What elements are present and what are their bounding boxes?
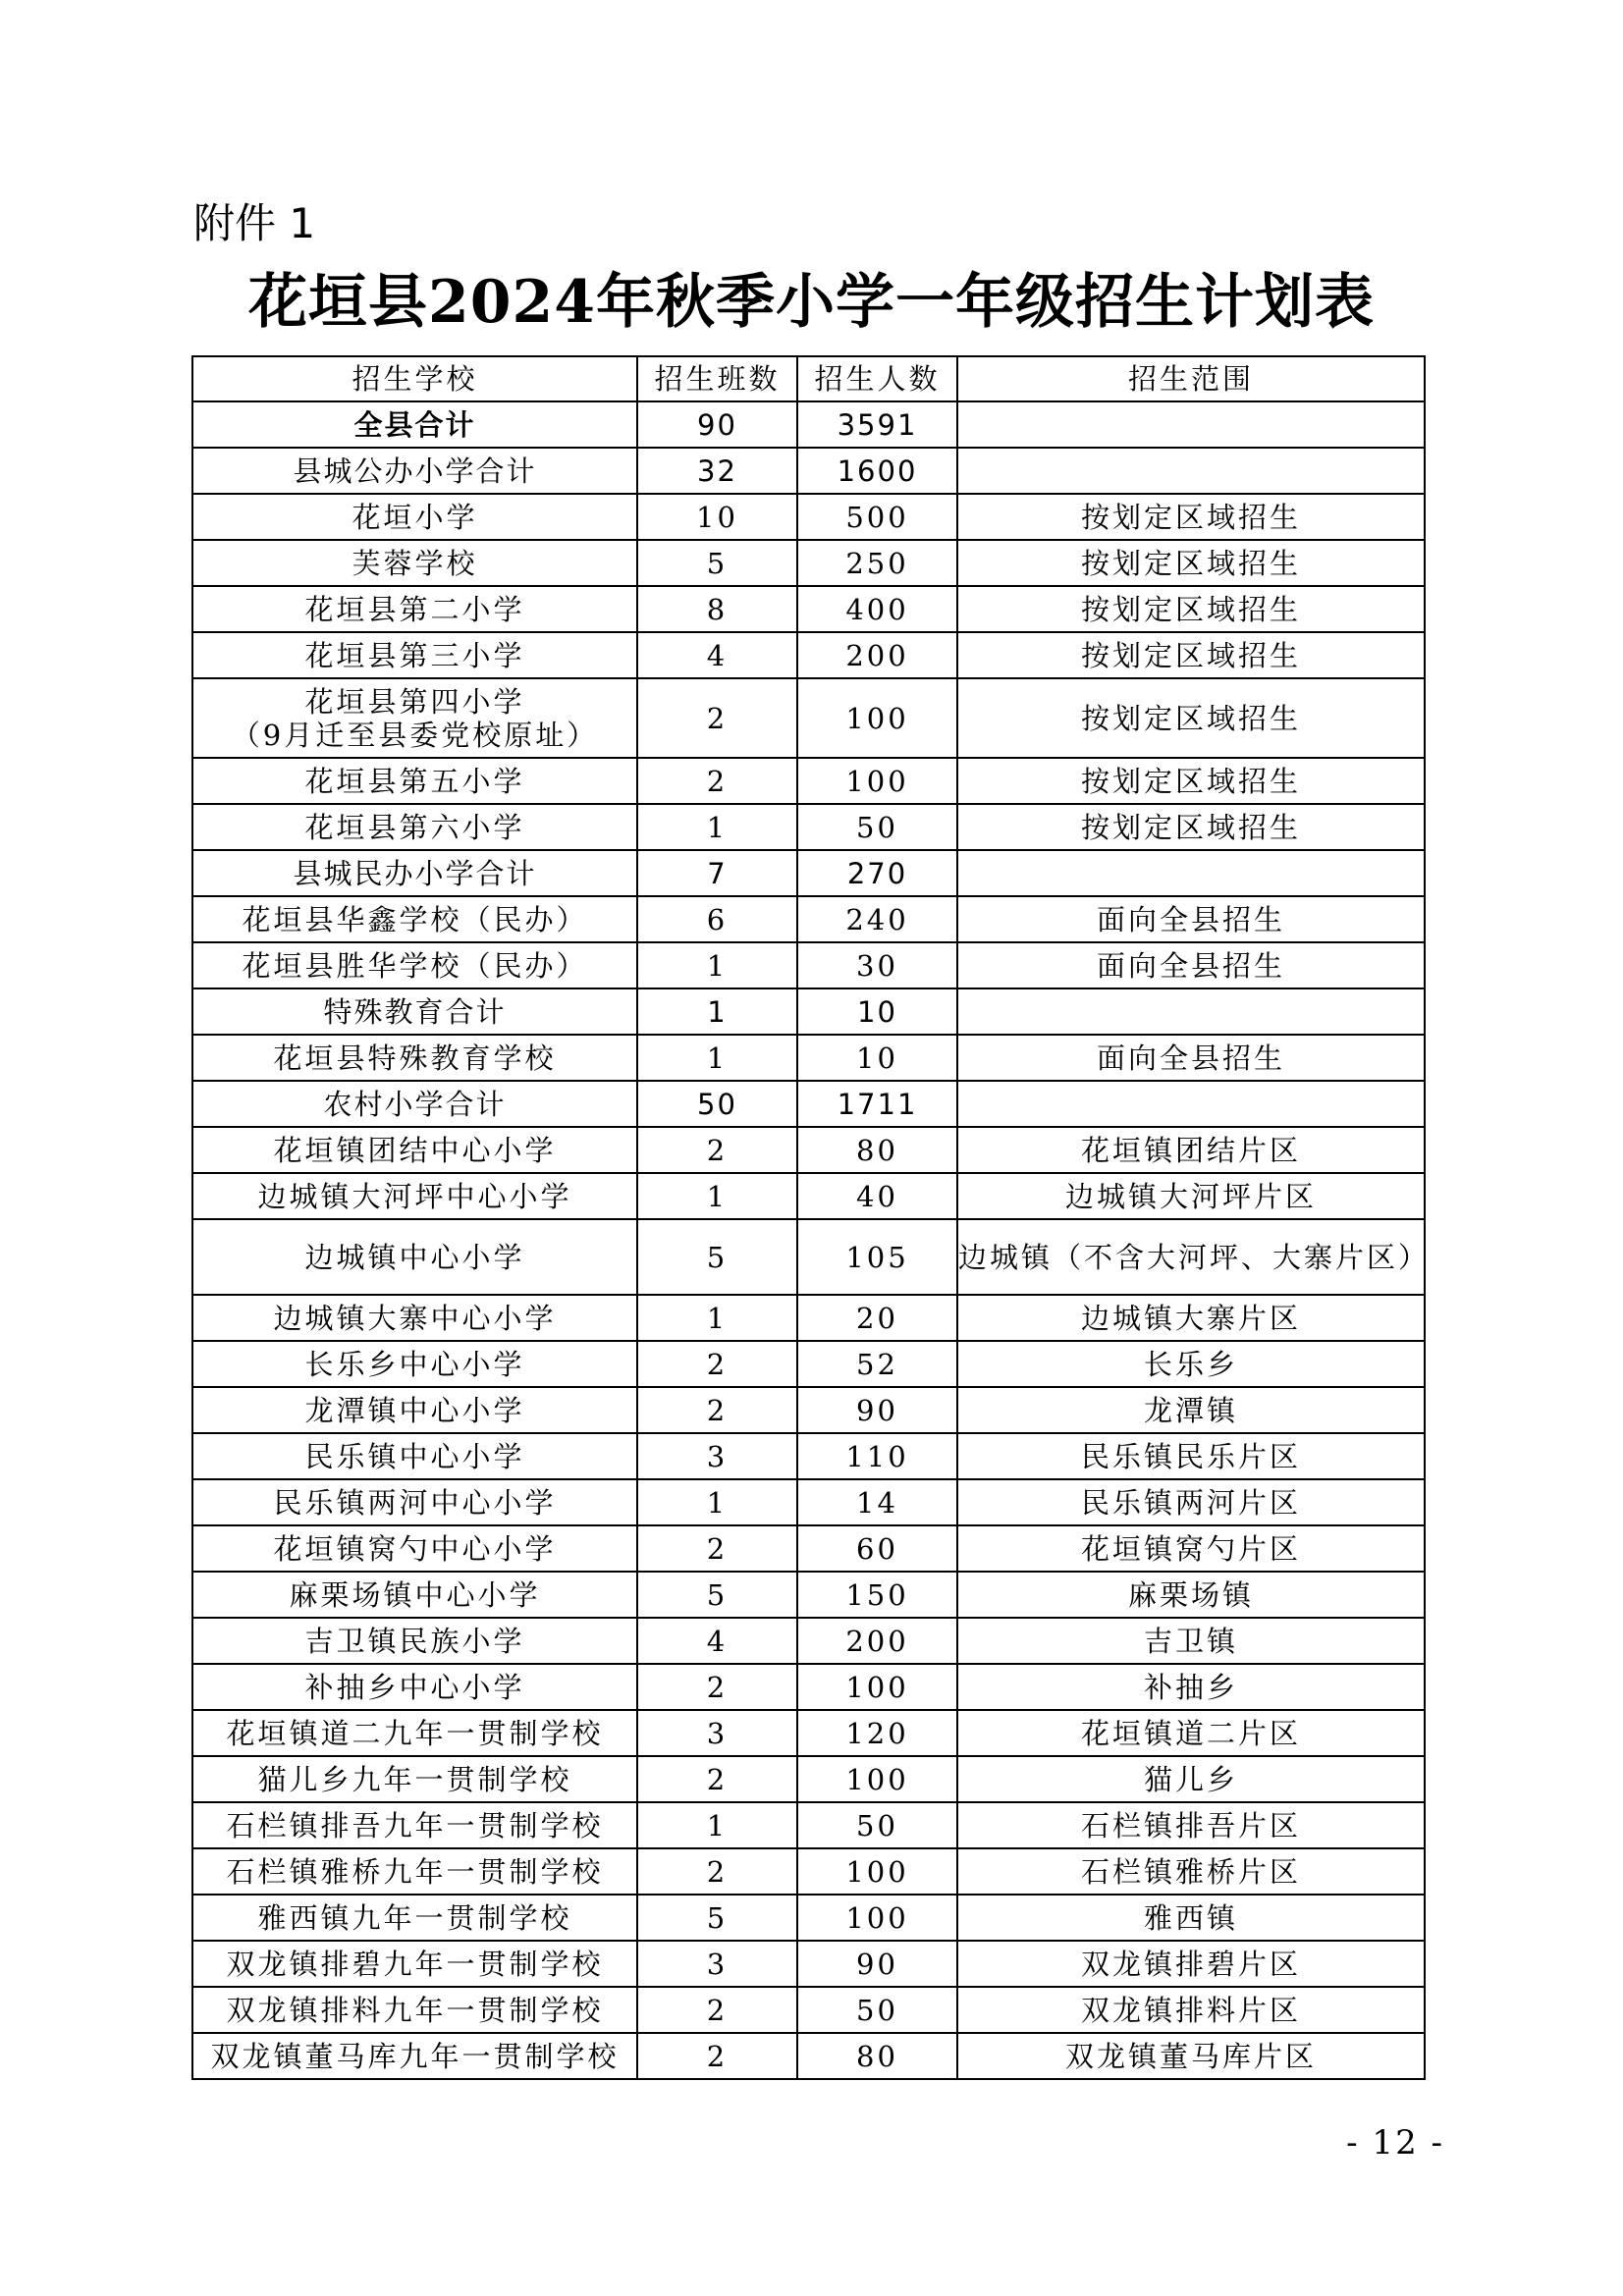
school-name: 双龙镇董马库九年一贯制学校	[210, 2039, 620, 2073]
cell-scope: 按划定区域招生	[957, 632, 1425, 678]
cell-students: 50	[797, 804, 957, 850]
cell-classes: 1	[637, 942, 797, 988]
cell-students: 100	[797, 1756, 957, 1802]
table-row	[192, 988, 1425, 1035]
enrollment-plan-table	[191, 355, 1431, 2080]
cell-scope: 花垣镇团结片区	[957, 1127, 1425, 1173]
cell-students: 90	[797, 1387, 957, 1433]
cell-scope: 按划定区域招生	[957, 540, 1425, 586]
cell-students: 14	[797, 1479, 957, 1525]
cell-scope: 石栏镇排吾片区	[957, 1802, 1425, 1848]
table-row	[192, 1664, 1425, 1710]
cell-students: 200	[797, 632, 957, 678]
table-row	[192, 1479, 1425, 1525]
cell-classes: 6	[637, 896, 797, 942]
cell-school	[192, 896, 637, 942]
table-row	[192, 632, 1425, 678]
cell-classes: 50	[637, 1081, 797, 1127]
cell-classes: 2	[637, 1341, 797, 1387]
cell-students: 10	[797, 1035, 957, 1081]
cell-school	[192, 448, 637, 494]
school-name: 芙蓉学校	[352, 546, 478, 580]
cell-students: 105	[797, 1219, 957, 1295]
table-row	[192, 540, 1425, 586]
cell-classes: 2	[637, 1756, 797, 1802]
table-row	[192, 1081, 1425, 1127]
cell-school	[192, 494, 637, 540]
school-name: 民乐镇中心小学	[304, 1439, 525, 1473]
cell-scope	[957, 850, 1425, 896]
cell-classes: 2	[637, 1525, 797, 1572]
cell-students: 1600	[797, 448, 957, 494]
table-row	[192, 1127, 1425, 1173]
cell-classes: 32	[637, 448, 797, 494]
cell-scope: 按划定区域招生	[957, 804, 1425, 850]
school-name: 民乐镇两河中心小学	[273, 1485, 557, 1520]
school-name: 龙潭镇中心小学	[304, 1393, 525, 1427]
table-row	[192, 1618, 1425, 1664]
cell-students: 80	[797, 1127, 957, 1173]
cell-school	[192, 942, 637, 988]
table-row	[192, 1987, 1425, 2033]
attachment-label: 附件 1	[193, 199, 316, 247]
cell-school	[192, 1664, 637, 1710]
school-name: 花垣县第六小学	[304, 810, 525, 844]
cell-school	[192, 1941, 637, 1987]
table-row	[192, 1941, 1425, 1987]
cell-scope: 按划定区域招生	[957, 678, 1425, 758]
cell-school	[192, 1525, 637, 1572]
cell-students: 60	[797, 1525, 957, 1572]
cell-students: 100	[797, 1895, 957, 1941]
table-header-row	[192, 356, 1425, 401]
cell-school	[192, 586, 637, 632]
cell-school	[192, 804, 637, 850]
table-body	[192, 401, 1431, 2079]
cell-students: 50	[797, 1802, 957, 1848]
cell-school	[192, 1479, 637, 1525]
school-name: 花垣镇道二九年一贯制学校	[226, 1716, 604, 1750]
cell-scope: 民乐镇两河片区	[957, 1479, 1425, 1525]
cell-classes: 8	[637, 586, 797, 632]
cell-scope: 面向全县招生	[957, 1035, 1425, 1081]
cell-classes: 10	[637, 494, 797, 540]
cell-classes: 1	[637, 1479, 797, 1525]
cell-students: 40	[797, 1173, 957, 1219]
cell-students: 270	[797, 850, 957, 896]
school-name: 特殊教育合计	[323, 994, 507, 1029]
cell-school	[192, 1341, 637, 1387]
school-note: （9月迁至县委党校原址）	[231, 718, 599, 752]
cell-students: 110	[797, 1433, 957, 1479]
cell-students: 200	[797, 1618, 957, 1664]
school-name: 花垣镇团结中心小学	[273, 1133, 557, 1167]
cell-classes: 2	[637, 758, 797, 804]
school-name: 雅西镇九年一贯制学校	[257, 1900, 572, 1935]
table-row	[192, 1710, 1425, 1756]
school-name: 花垣县特殊教育学校	[273, 1041, 557, 1075]
table-row	[192, 850, 1425, 896]
cell-students: 20	[797, 1295, 957, 1341]
cell-students: 10	[797, 988, 957, 1035]
cell-scope: 双龙镇排料片区	[957, 1987, 1425, 2033]
cell-classes: 3	[637, 1941, 797, 1987]
cell-classes: 2	[637, 1664, 797, 1710]
header-students: 招生人数	[797, 356, 957, 401]
table-row	[192, 1219, 1425, 1295]
cell-classes: 5	[637, 1895, 797, 1941]
cell-classes: 2	[637, 678, 797, 758]
cell-students: 500	[797, 494, 957, 540]
table-row	[192, 1387, 1425, 1433]
page-title: 花垣县2024年秋季小学一年级招生计划表	[248, 268, 1375, 337]
table-row	[192, 1848, 1425, 1895]
cell-scope: 边城镇大寨片区	[957, 1295, 1425, 1341]
school-name: 花垣县胜华学校（民办）	[242, 948, 588, 983]
cell-school	[192, 1081, 637, 1127]
cell-classes: 2	[637, 2033, 797, 2079]
cell-school	[192, 632, 637, 678]
header-school: 招生学校	[192, 356, 637, 401]
table-row	[192, 1341, 1425, 1387]
cell-school	[192, 1756, 637, 1802]
school-name: 边城镇大寨中心小学	[273, 1301, 557, 1335]
cell-scope: 雅西镇	[957, 1895, 1425, 1941]
school-name: 石栏镇排吾九年一贯制学校	[226, 1808, 604, 1842]
school-name: 花垣县第五小学	[304, 764, 525, 798]
cell-students: 120	[797, 1710, 957, 1756]
table-row	[192, 1525, 1425, 1572]
cell-scope	[957, 988, 1425, 1035]
cell-school	[192, 758, 637, 804]
cell-scope: 长乐乡	[957, 1341, 1425, 1387]
table-row	[192, 804, 1425, 850]
cell-classes: 1	[637, 1295, 797, 1341]
school-name: 双龙镇排料九年一贯制学校	[226, 1993, 604, 2027]
cell-students: 90	[797, 1941, 957, 1987]
cell-classes: 3	[637, 1433, 797, 1479]
school-name: 花垣镇窝勺中心小学	[273, 1531, 557, 1566]
cell-school	[192, 1848, 637, 1895]
cell-scope: 按划定区域招生	[957, 494, 1425, 540]
school-name: 花垣小学	[352, 500, 478, 534]
school-name: 边城镇中心小学	[304, 1240, 525, 1274]
table-row	[192, 1035, 1425, 1081]
cell-students: 400	[797, 586, 957, 632]
school-name: 麻栗场镇中心小学	[289, 1577, 541, 1612]
cell-school	[192, 1618, 637, 1664]
school-name: 花垣县第四小学	[304, 684, 525, 719]
cell-classes: 1	[637, 1802, 797, 1848]
table-row	[192, 942, 1425, 988]
cell-school	[192, 1987, 637, 2033]
cell-classes: 3	[637, 1710, 797, 1756]
cell-scope	[957, 401, 1425, 448]
school-name: 花垣县第三小学	[304, 638, 525, 672]
cell-classes: 5	[637, 1219, 797, 1295]
table-row	[192, 1756, 1425, 1802]
school-name: 边城镇大河坪中心小学	[257, 1179, 572, 1213]
cell-scope	[957, 1081, 1425, 1127]
cell-school	[192, 401, 637, 448]
cell-students: 150	[797, 1572, 957, 1618]
table-row	[192, 494, 1425, 540]
cell-scope: 花垣镇窝勺片区	[957, 1525, 1425, 1572]
header-scope: 招生范围	[957, 356, 1425, 401]
cell-school	[192, 1572, 637, 1618]
cell-scope: 补抽乡	[957, 1664, 1425, 1710]
cell-classes: 2	[637, 1987, 797, 2033]
school-name: 全县合计	[353, 407, 476, 442]
cell-scope: 民乐镇民乐片区	[957, 1433, 1425, 1479]
cell-school	[192, 678, 637, 758]
table-row	[192, 1802, 1425, 1848]
cell-students: 100	[797, 1664, 957, 1710]
cell-school	[192, 1433, 637, 1479]
table-row	[192, 586, 1425, 632]
table-row	[192, 401, 1425, 448]
cell-scope: 面向全县招生	[957, 896, 1425, 942]
school-name: 花垣县第二小学	[304, 592, 525, 626]
school-name: 吉卫镇民族小学	[304, 1624, 525, 1658]
cell-school	[192, 1295, 637, 1341]
cell-school	[192, 2033, 637, 2079]
cell-school	[192, 1127, 637, 1173]
cell-students: 52	[797, 1341, 957, 1387]
cell-scope: 双龙镇排碧片区	[957, 1941, 1425, 1987]
cell-scope: 吉卫镇	[957, 1618, 1425, 1664]
cell-scope: 按划定区域招生	[957, 586, 1425, 632]
table-row	[192, 1572, 1425, 1618]
cell-scope: 龙潭镇	[957, 1387, 1425, 1433]
cell-students: 3591	[797, 401, 957, 448]
cell-students: 240	[797, 896, 957, 942]
school-name: 县城公办小学合计	[293, 454, 537, 488]
cell-classes: 2	[637, 1127, 797, 1173]
cell-scope: 花垣镇道二片区	[957, 1710, 1425, 1756]
cell-scope: 猫儿乡	[957, 1756, 1425, 1802]
table-row	[192, 1433, 1425, 1479]
school-name: 石栏镇雅桥九年一贯制学校	[226, 1854, 604, 1889]
cell-students: 100	[797, 1848, 957, 1895]
cell-school	[192, 1219, 637, 1295]
school-name: 长乐乡中心小学	[304, 1347, 525, 1381]
cell-classes: 2	[637, 1848, 797, 1895]
cell-scope: 边城镇大河坪片区	[957, 1173, 1425, 1219]
cell-students: 1711	[797, 1081, 957, 1127]
cell-students: 250	[797, 540, 957, 586]
table-row	[192, 678, 1425, 758]
cell-students: 80	[797, 2033, 957, 2079]
school-name: 花垣县华鑫学校（民办）	[242, 902, 588, 936]
cell-school	[192, 850, 637, 896]
table-row	[192, 758, 1425, 804]
table-row	[192, 2033, 1425, 2079]
table-row	[192, 1173, 1425, 1219]
cell-classes: 1	[637, 1035, 797, 1081]
cell-classes: 5	[637, 540, 797, 586]
cell-classes: 1	[637, 1173, 797, 1219]
cell-scope	[957, 448, 1425, 494]
school-name: 猫儿乡九年一贯制学校	[257, 1762, 572, 1796]
cell-students: 100	[797, 678, 957, 758]
school-name: 双龙镇排碧九年一贯制学校	[226, 1947, 604, 1981]
school-name: 补抽乡中心小学	[304, 1670, 525, 1704]
cell-classes: 4	[637, 1618, 797, 1664]
cell-scope: 边城镇（不含大河坪、大寨片区）	[957, 1219, 1425, 1295]
school-name: 农村小学合计	[323, 1087, 507, 1121]
cell-students: 30	[797, 942, 957, 988]
cell-school	[192, 1173, 637, 1219]
cell-school	[192, 1895, 637, 1941]
cell-scope: 麻栗场镇	[957, 1572, 1425, 1618]
cell-classes: 4	[637, 632, 797, 678]
page-number: - 12 -	[1346, 2123, 1444, 2163]
cell-classes: 2	[637, 1387, 797, 1433]
cell-school	[192, 1387, 637, 1433]
cell-scope: 面向全县招生	[957, 942, 1425, 988]
cell-classes: 5	[637, 1572, 797, 1618]
table-row	[192, 1295, 1425, 1341]
cell-scope: 双龙镇董马库片区	[957, 2033, 1425, 2079]
table-row	[192, 896, 1425, 942]
table-row	[192, 448, 1425, 494]
cell-school	[192, 540, 637, 586]
cell-classes: 1	[637, 804, 797, 850]
cell-scope: 石栏镇雅桥片区	[957, 1848, 1425, 1895]
cell-school	[192, 1802, 637, 1848]
table-row	[192, 1895, 1425, 1941]
cell-classes: 1	[637, 988, 797, 1035]
cell-school	[192, 1035, 637, 1081]
cell-students: 50	[797, 1987, 957, 2033]
cell-students: 100	[797, 758, 957, 804]
school-name: 县城民办小学合计	[293, 856, 537, 890]
cell-school	[192, 1710, 637, 1756]
header-classes: 招生班数	[637, 356, 797, 401]
cell-school	[192, 988, 637, 1035]
cell-classes: 90	[637, 401, 797, 448]
cell-classes: 7	[637, 850, 797, 896]
cell-scope: 按划定区域招生	[957, 758, 1425, 804]
